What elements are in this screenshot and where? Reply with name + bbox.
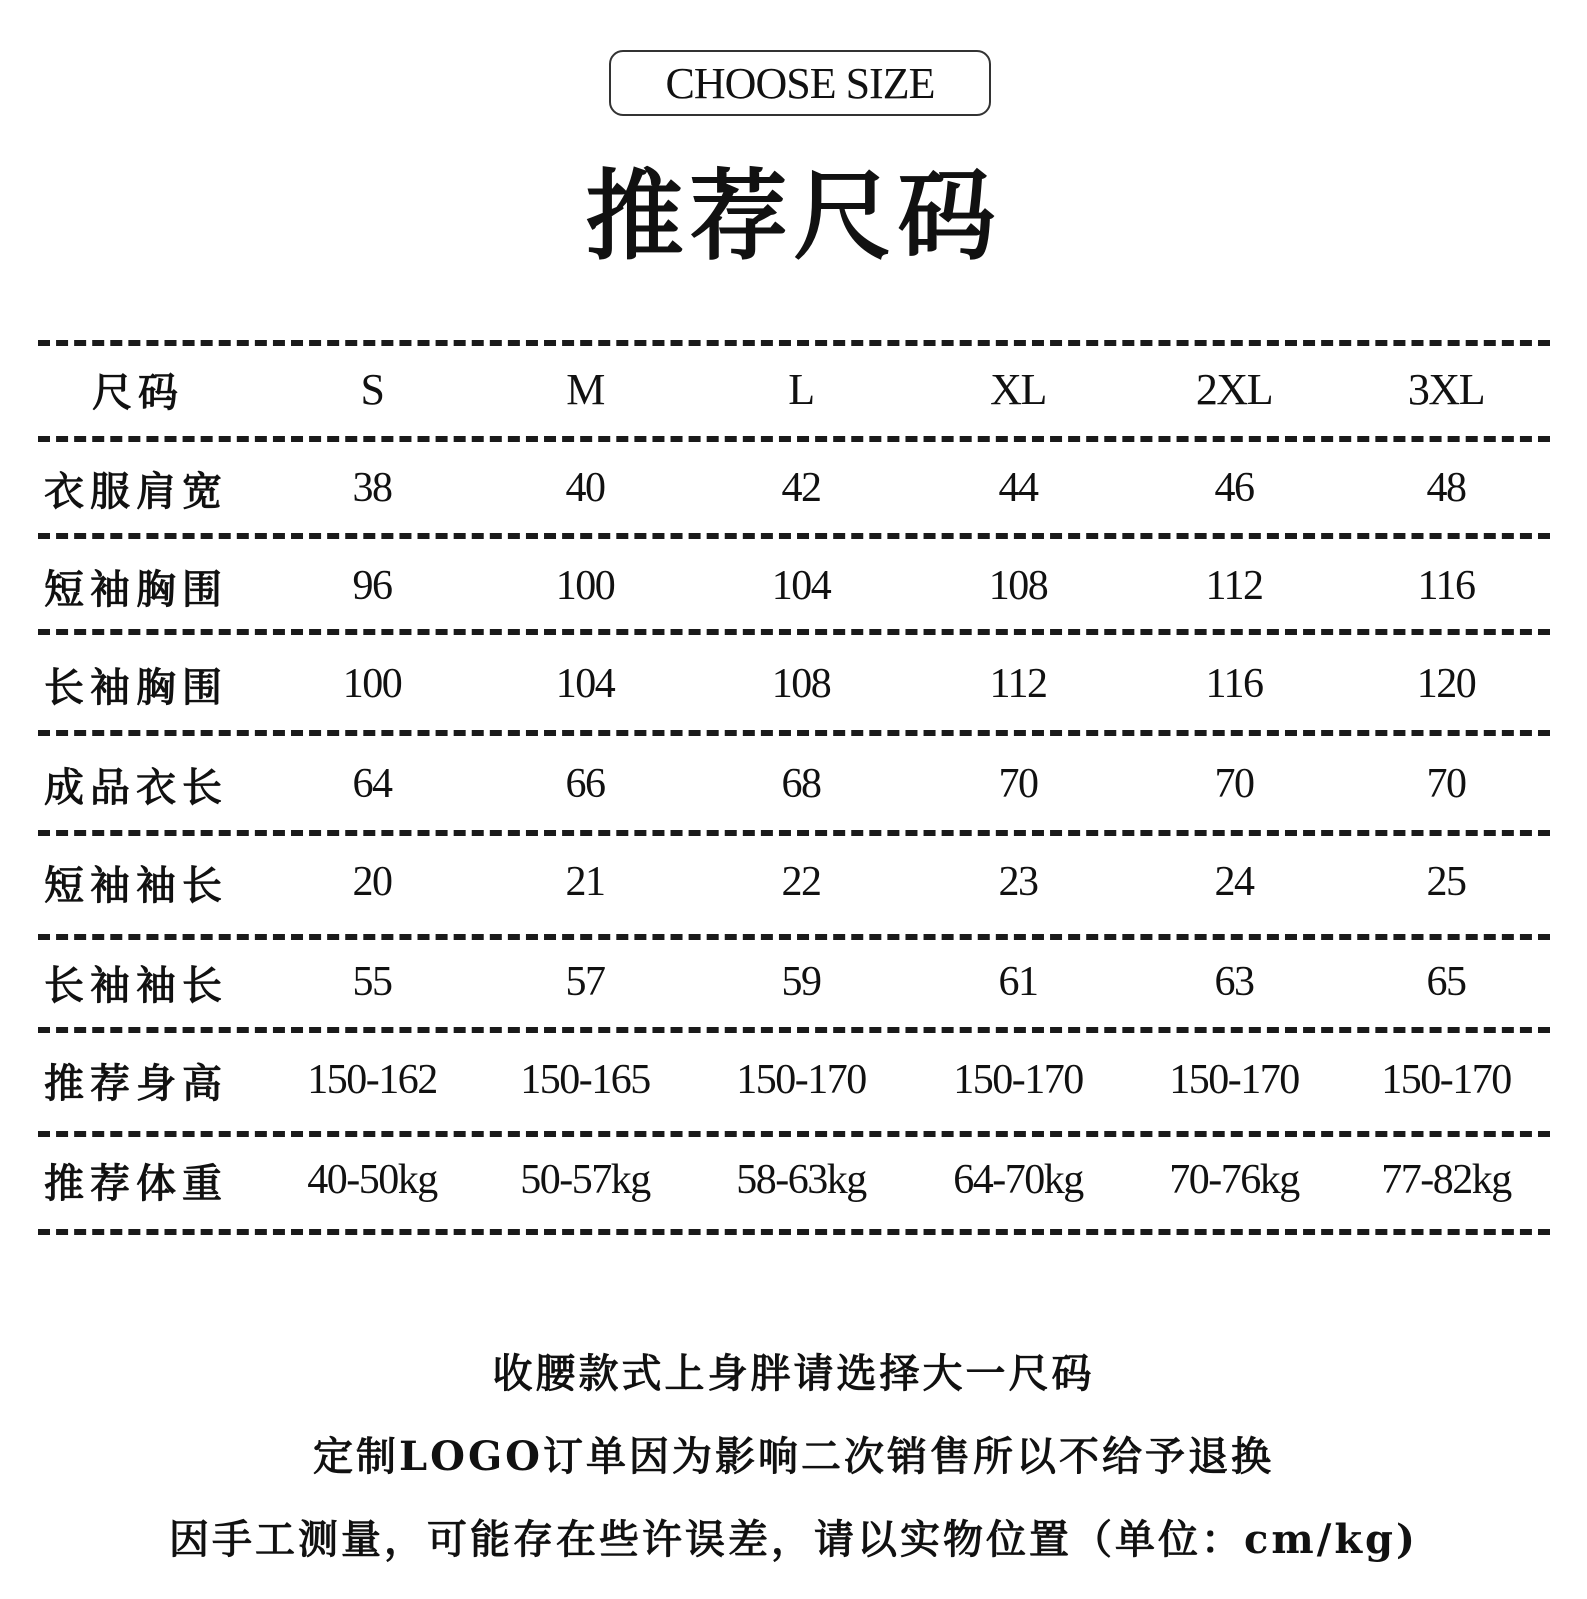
table-cell: 65 [1426, 959, 1466, 1005]
table-cell: 100 [555, 563, 615, 609]
table-cell: 44 [998, 465, 1038, 511]
table-cell: 150-170 [1169, 1057, 1299, 1103]
table-cell: 59 [781, 959, 821, 1005]
table-cell: 70 [998, 761, 1038, 807]
divider [38, 1027, 1550, 1033]
table-row [0, 754, 1587, 814]
size-label: S [360, 364, 384, 414]
table-cell: 70 [1426, 761, 1466, 807]
table-cell: 40-50kg [307, 1157, 437, 1203]
table-cell: 150-170 [736, 1057, 866, 1103]
table-cell: 57 [565, 959, 605, 1005]
table-cell: 20 [352, 859, 392, 905]
table-cell: 112 [989, 661, 1047, 707]
table-row [0, 458, 1587, 518]
row-label: 短袖袖长 [44, 861, 228, 909]
table-row [0, 852, 1587, 912]
table-row [0, 556, 1587, 616]
divider [38, 629, 1550, 635]
size-header-row [0, 359, 1587, 419]
table-cell: 100 [342, 661, 402, 707]
table-cell: 104 [555, 661, 615, 707]
table-cell: 116 [1417, 563, 1475, 609]
note-custom-logo: 定制LOGO订单因为影响二次销售所以不给予退换 [313, 1433, 1274, 1480]
table-cell: 150-170 [1381, 1057, 1511, 1103]
table-cell: 70 [1214, 761, 1254, 807]
row-label: 长袖袖长 [44, 961, 228, 1009]
table-cell: 61 [998, 959, 1038, 1005]
size-label: XL [990, 364, 1046, 414]
choose-size-badge: CHOOSE SIZE [609, 50, 991, 116]
size-label: 3XL [1407, 364, 1485, 414]
table-cell: 48 [1426, 465, 1466, 511]
row-label: 尺码 [92, 368, 184, 416]
table-cell: 64 [352, 761, 392, 807]
table-cell: 112 [1205, 563, 1263, 609]
table-cell: 22 [781, 859, 821, 905]
table-cell: 64-70kg [953, 1157, 1083, 1203]
size-label: M [566, 364, 604, 414]
divider [38, 436, 1550, 442]
table-cell: 77-82kg [1381, 1157, 1511, 1203]
table-cell: 120 [1416, 661, 1476, 707]
table-cell: 150-170 [953, 1057, 1083, 1103]
size-label: L [788, 364, 814, 414]
table-row [0, 952, 1587, 1012]
table-cell: 104 [771, 563, 831, 609]
row-label: 推荐体重 [44, 1159, 228, 1207]
table-cell: 50-57kg [520, 1157, 650, 1203]
table-cell: 63 [1214, 959, 1254, 1005]
page-title: 推荐尺码 [585, 159, 1002, 274]
row-label: 短袖胸围 [44, 565, 228, 613]
table-cell: 23 [998, 859, 1038, 905]
table-cell: 70-76kg [1169, 1157, 1299, 1203]
table-cell: 42 [781, 465, 821, 511]
divider [38, 1131, 1550, 1137]
table-cell: 40 [565, 465, 605, 511]
table-cell: 108 [771, 661, 831, 707]
table-cell: 108 [988, 563, 1048, 609]
row-label: 长袖胸围 [44, 663, 228, 711]
table-cell: 66 [565, 761, 605, 807]
divider [38, 934, 1550, 940]
note-fit: 收腰款式上身胖请选择大一尺码 [492, 1350, 1095, 1397]
table-row [0, 1150, 1587, 1210]
table-cell: 25 [1426, 859, 1466, 905]
divider [38, 533, 1550, 539]
divider [38, 340, 1550, 346]
row-label: 衣服肩宽 [44, 467, 228, 515]
table-cell: 150-162 [307, 1057, 437, 1103]
divider [38, 730, 1550, 736]
table-cell: 38 [352, 465, 392, 511]
table-cell: 96 [352, 563, 392, 609]
table-row [0, 1050, 1587, 1110]
table-cell: 150-165 [520, 1057, 650, 1103]
table-cell: 21 [565, 859, 605, 905]
table-cell: 24 [1214, 859, 1254, 905]
table-cell: 116 [1205, 661, 1263, 707]
divider [38, 1229, 1550, 1235]
row-label: 推荐身高 [44, 1059, 228, 1107]
row-label: 成品衣长 [44, 763, 228, 811]
size-label: 2XL [1195, 364, 1273, 414]
note-measurement: 因手工测量，可能存在些许误差，请以实物位置（单位：cm/kg) [169, 1516, 1418, 1563]
table-cell: 55 [352, 959, 392, 1005]
table-cell: 68 [781, 761, 821, 807]
table-cell: 58-63kg [736, 1157, 866, 1203]
table-row [0, 654, 1587, 714]
divider [38, 830, 1550, 836]
table-cell: 46 [1214, 465, 1254, 511]
